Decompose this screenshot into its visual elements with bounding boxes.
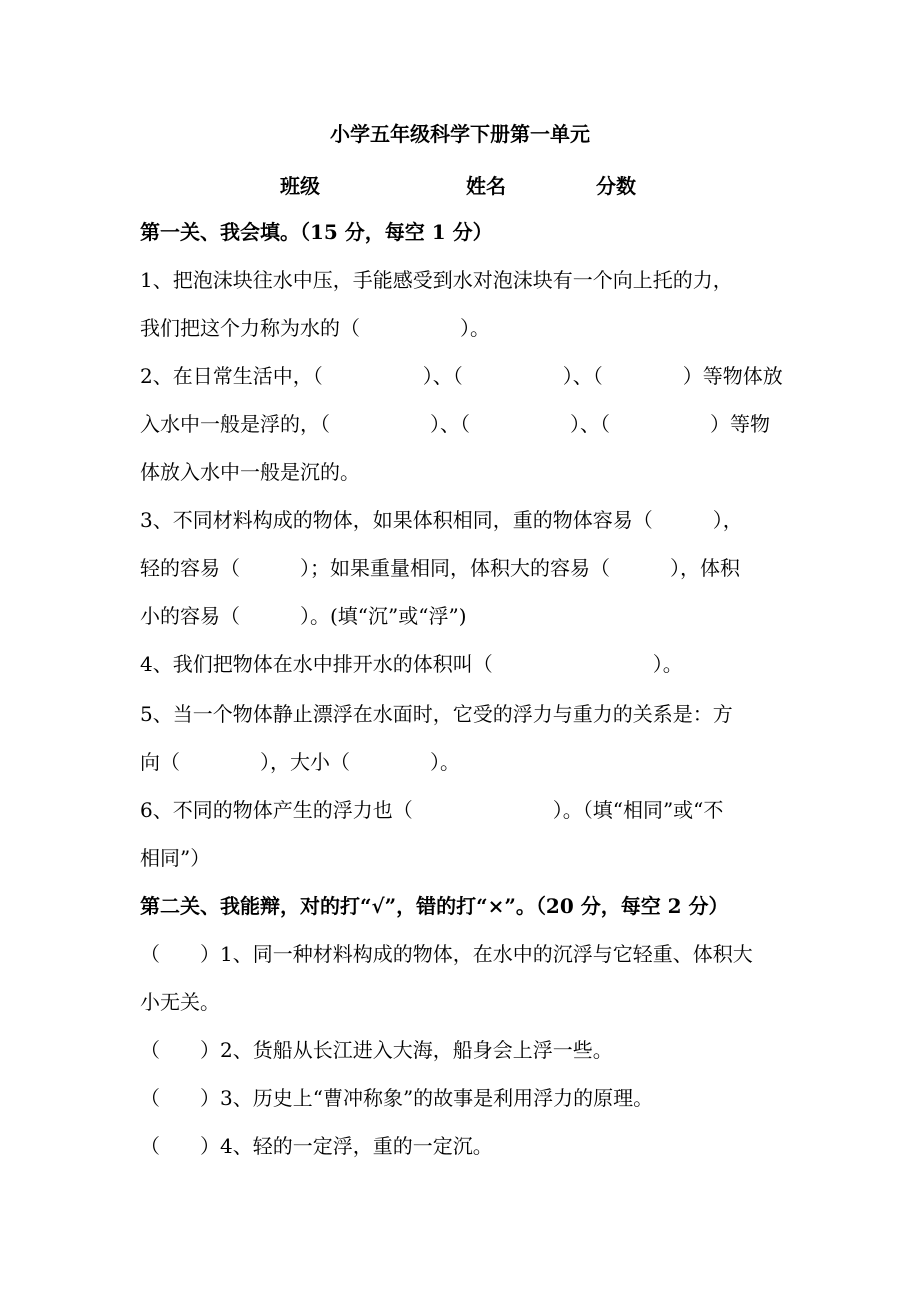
judge-line: （ ）3、历史上“曹冲称象”的故事是利用浮力的原理。 — [140, 1086, 654, 1110]
section2-heading: 第二关、我能辩，对的打“√”，错的打“×”。（20 分，每空 2 分） — [140, 894, 729, 918]
judge-line: （ ）4、轻的一定浮，重的一定沉。 — [140, 1134, 493, 1158]
question-line: 6、不同的物体产生的浮力也（ ）。（填“相同”或“不 — [140, 798, 724, 822]
question-line: 相同”） — [140, 846, 211, 870]
question-line: 2、在日常生活中，（ ）、（ ）、（ ）等物体放 — [140, 364, 783, 388]
judge-line: 小无关。 — [140, 990, 220, 1014]
question-line: 向（ ），大小（ ）。 — [140, 750, 460, 774]
name-label: 姓名 — [466, 174, 506, 198]
question-line: 3、不同材料构成的物体，如果体积相同，重的物体容易（ ）， — [140, 508, 743, 532]
question-line: 体放入水中一般是沉的。 — [140, 460, 360, 484]
section1-heading: 第一关、我会填。（15 分，每空 1 分） — [140, 220, 493, 244]
question-line: 5、当一个物体静止漂浮在水面时，它受的浮力与重力的关系是：方 — [140, 702, 733, 726]
judge-line: （ ）1、同一种材料构成的物体，在水中的沉浮与它轻重、体积大 — [140, 942, 753, 966]
question-line: 轻的容易（ ）；如果重量相同，体积大的容易（ ），体积 — [140, 556, 740, 580]
question-line: 小的容易（ ）。(填“沉”或“浮”) — [140, 604, 467, 628]
question-line: 我们把这个力称为水的（ ）。 — [140, 316, 490, 340]
class-label: 班级 — [280, 174, 320, 198]
score-label: 分数 — [596, 174, 636, 198]
question-line: 入水中一般是浮的，（ ）、（ ）、（ ）等物 — [140, 412, 770, 436]
page-title: 小学五年级科学下册第一单元 — [330, 122, 590, 146]
question-line: 4、我们把物体在水中排开水的体积叫（ ）。 — [140, 652, 683, 676]
question-line: 1、把泡沫块往水中压，手能感受到水对泡沫块有一个向上托的力， — [140, 268, 733, 292]
judge-line: （ ）2、货船从长江进入大海，船身会上浮一些。 — [140, 1038, 613, 1062]
